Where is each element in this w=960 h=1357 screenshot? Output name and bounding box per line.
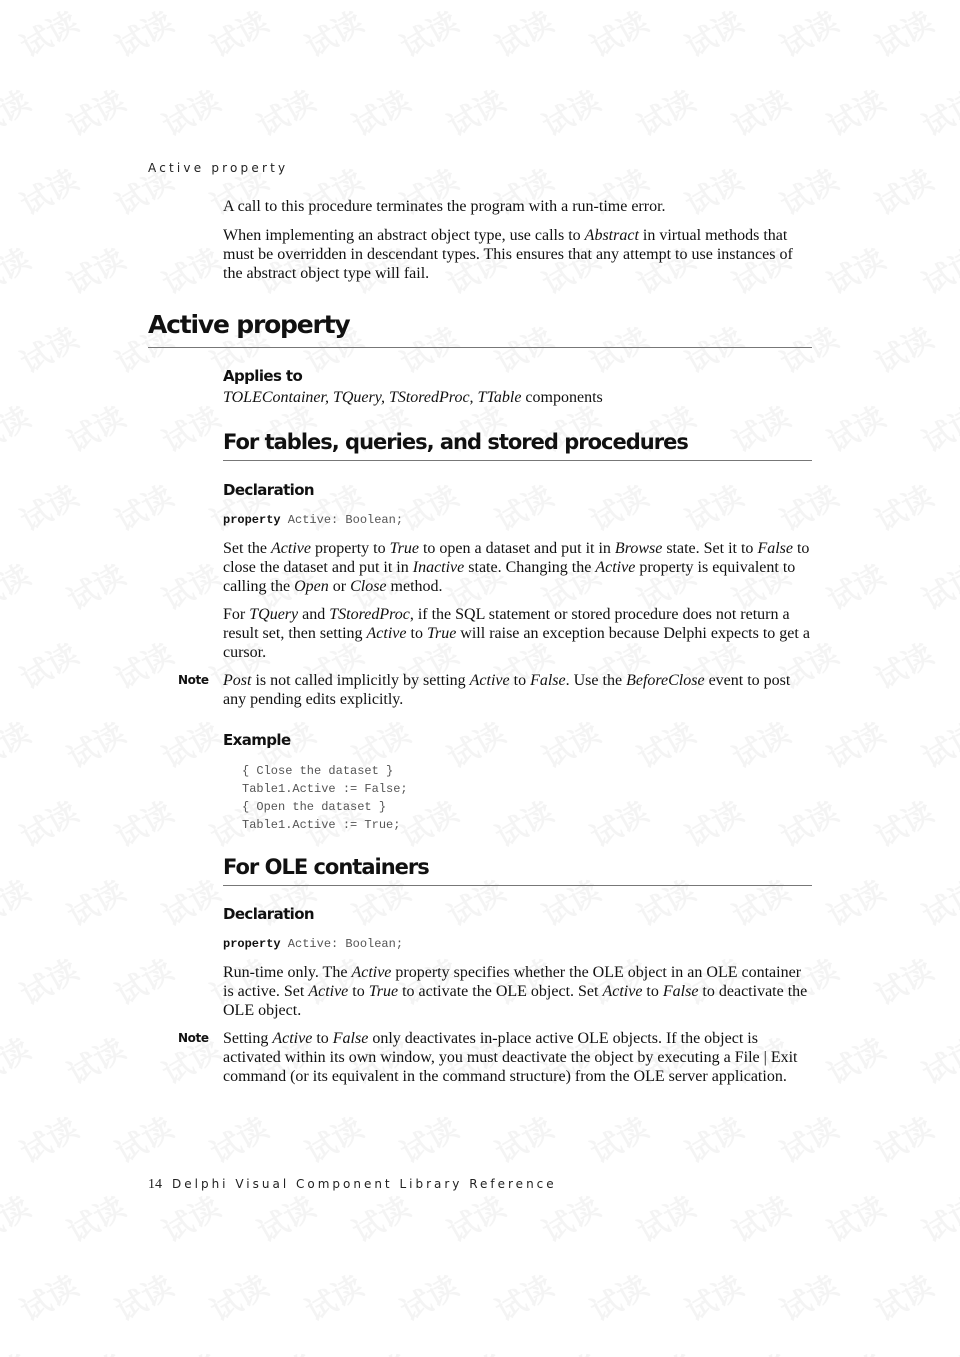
watermark-text <box>818 709 892 777</box>
watermark-text <box>391 0 465 66</box>
italic-term: Abstract <box>584 227 639 244</box>
watermark-text <box>486 0 560 66</box>
watermark-text <box>818 551 892 619</box>
book-title: Delphi Visual Component Library Reference <box>172 1177 557 1191</box>
watermark-text <box>913 1025 960 1093</box>
text-run: to deactivate the OLE object. <box>223 983 808 1019</box>
italic-term: TQuery <box>249 606 299 623</box>
tables-paragraph-2 <box>223 605 813 662</box>
text-run: When implementing an abstract object type, use calls to <box>223 227 585 244</box>
watermark-text <box>11 1104 85 1172</box>
watermark-text <box>58 1341 132 1357</box>
watermark-text <box>913 709 960 777</box>
watermark-text <box>581 1104 655 1172</box>
watermark-text <box>818 1025 892 1093</box>
text-run: only deactivates in-place active OLE objects. If the object is activated within its own window, you must deactivate the object by executing a File | Exit command (or its equivalent in the command structure) from the OLE server application. <box>223 1030 798 1085</box>
code-text: Active: Boolean; <box>280 937 404 951</box>
italic-term: Active <box>602 983 643 1000</box>
text-run: or <box>328 578 351 595</box>
watermark-text <box>296 0 370 66</box>
italic-term: Active <box>308 983 349 1000</box>
italic-term: Active <box>351 964 392 981</box>
watermark-text <box>58 709 132 777</box>
intro-paragraph-2 <box>223 226 813 283</box>
italic-term: Active <box>366 625 407 642</box>
text-run: components <box>521 389 603 406</box>
subsection-heading-ole: For OLE containers <box>223 855 812 886</box>
watermark-text <box>58 393 132 461</box>
watermark-text <box>201 1104 275 1172</box>
code-keyword: property <box>223 513 281 527</box>
watermark-text <box>866 946 940 1014</box>
watermark-text <box>106 946 180 1014</box>
example-code-block <box>242 762 408 834</box>
watermark-text <box>533 1183 607 1251</box>
watermark-text <box>0 1341 37 1357</box>
watermark-text <box>153 393 227 461</box>
code-text: Active: Boolean; <box>280 513 404 527</box>
text-run: to close the dataset and put it in <box>223 540 810 576</box>
italic-term: False <box>530 672 566 689</box>
watermark-text <box>248 1341 322 1357</box>
watermark-text <box>106 630 180 698</box>
note-label-tables: Note <box>178 673 209 687</box>
text-run: property specifies whether the OLE object in an OLE container is active. Set <box>223 964 802 1000</box>
applies-to-label: Applies to <box>223 367 303 385</box>
italic-term: BeforeClose <box>626 672 705 689</box>
example-label: Example <box>223 731 291 749</box>
watermark-text <box>343 1341 417 1357</box>
watermark-text <box>771 0 845 66</box>
text-run: Set the <box>223 540 271 557</box>
watermark-text <box>248 77 322 145</box>
text-run: and <box>298 606 330 623</box>
text-run: to open a dataset and put it in <box>418 540 615 557</box>
watermark-text <box>11 1262 85 1330</box>
italic-term: Active <box>272 1030 313 1047</box>
watermark-text <box>391 1262 465 1330</box>
watermark-text <box>0 1025 37 1093</box>
declaration-label-ole: Declaration <box>223 905 314 923</box>
watermark-text <box>533 709 607 777</box>
watermark-text <box>438 709 512 777</box>
watermark-text <box>771 1262 845 1330</box>
text-run: Run-time only. The <box>223 964 352 981</box>
watermark-text <box>438 77 512 145</box>
applies-to-components: TOLEContainer, TQuery, TStoredProc, TTable <box>223 389 522 406</box>
text-run: state. Set it to <box>662 540 758 557</box>
text-run: to <box>642 983 663 1000</box>
note-text-tables <box>223 671 813 709</box>
applies-to-list <box>223 388 813 407</box>
watermark-text <box>391 472 465 540</box>
watermark-text <box>11 788 85 856</box>
watermark-text <box>581 1262 655 1330</box>
watermark-text <box>818 867 892 935</box>
declaration-code-ole <box>223 935 403 953</box>
watermark-text <box>866 156 940 224</box>
intro-paragraph-1 <box>223 197 813 216</box>
text-run: is not called implicitly by setting <box>251 672 470 689</box>
watermark-text <box>296 1262 370 1330</box>
watermark-text <box>153 709 227 777</box>
watermark-text <box>771 788 845 856</box>
note-label-ole: Note <box>178 1031 209 1045</box>
watermark-text <box>106 472 180 540</box>
watermark-text <box>533 1341 607 1357</box>
watermark-text <box>58 1183 132 1251</box>
watermark-text <box>153 551 227 619</box>
code-line: { Open the dataset } <box>242 800 387 814</box>
code-keyword: property <box>223 937 281 951</box>
text-run: event to post any pending edits explicitly. <box>223 672 791 708</box>
code-line: Table1.Active := True; <box>242 818 401 832</box>
watermark-text <box>0 393 37 461</box>
watermark-text <box>11 314 85 382</box>
watermark-text <box>866 1104 940 1172</box>
tables-paragraph-1 <box>223 539 813 596</box>
watermark-text <box>106 1104 180 1172</box>
text-run: . Use the <box>565 672 627 689</box>
italic-term: False <box>662 983 699 1000</box>
watermark-text <box>771 472 845 540</box>
watermark-text <box>153 1341 227 1357</box>
watermark-text <box>153 867 227 935</box>
section-title: Active property <box>148 310 812 348</box>
italic-term: Active <box>469 672 510 689</box>
watermark-text <box>343 1183 417 1251</box>
watermark-text <box>771 1104 845 1172</box>
watermark-text <box>248 1183 322 1251</box>
watermark-text <box>106 0 180 66</box>
watermark-text <box>676 0 750 66</box>
watermark-text <box>11 472 85 540</box>
text-run: to <box>348 983 369 1000</box>
watermark-text <box>106 788 180 856</box>
watermark-text <box>676 1262 750 1330</box>
code-line: Table1.Active := False; <box>242 782 408 796</box>
watermark-text <box>201 0 275 66</box>
watermark-text <box>628 1183 702 1251</box>
running-head: Active property <box>148 161 289 175</box>
italic-term: True <box>368 983 399 1000</box>
italic-term: Inactive <box>412 559 465 576</box>
watermark-text <box>11 156 85 224</box>
text-run: Setting <box>223 1030 273 1047</box>
watermark-text <box>438 1183 512 1251</box>
note-text-ole <box>223 1029 813 1086</box>
code-line: { Close the dataset } <box>242 764 394 778</box>
text-run: to <box>406 625 427 642</box>
watermark-text <box>0 551 37 619</box>
watermark-text <box>58 867 132 935</box>
text-run: state. Changing the <box>464 559 596 576</box>
page-footer <box>148 1177 557 1193</box>
watermark-text <box>11 630 85 698</box>
text-run: in virtual methods that must be overridden in descendant types. This ensures that any attempt to use instances of the abstract object type will fail. <box>223 227 793 282</box>
text-run: , if the SQL statement or stored procedure does not return a result set, then setting <box>223 606 790 642</box>
watermark-text <box>723 709 797 777</box>
watermark-text <box>723 77 797 145</box>
intro-text-1: A call to this procedure terminates the program with a run-time error. <box>223 198 666 215</box>
page-number: 14 <box>148 1177 162 1192</box>
watermark-text <box>153 235 227 303</box>
italic-term: Active <box>595 559 636 576</box>
text-run: property is equivalent to calling the <box>223 559 796 595</box>
watermark-text <box>201 1262 275 1330</box>
watermark-text <box>818 393 892 461</box>
watermark-text <box>391 1104 465 1172</box>
watermark-text <box>818 1183 892 1251</box>
declaration-code-tables <box>223 511 403 529</box>
watermark-text <box>628 709 702 777</box>
ole-paragraph-1 <box>223 963 813 1020</box>
watermark-text <box>581 0 655 66</box>
watermark-text <box>676 788 750 856</box>
watermark-text <box>0 709 37 777</box>
italic-term: Post <box>223 672 252 689</box>
watermark-text <box>913 551 960 619</box>
watermark-text <box>676 1104 750 1172</box>
italic-term: Open <box>294 578 329 595</box>
watermark-text <box>438 1341 512 1357</box>
watermark-text <box>0 235 37 303</box>
watermark-text <box>0 867 37 935</box>
italic-term: True <box>389 540 419 557</box>
watermark-text <box>913 1183 960 1251</box>
watermark-text <box>581 472 655 540</box>
italic-term: False <box>757 540 793 557</box>
watermark-text <box>486 788 560 856</box>
watermark-text <box>153 1183 227 1251</box>
text-run: to <box>312 1030 333 1047</box>
watermark-text <box>0 1183 37 1251</box>
watermark-text <box>0 77 37 145</box>
watermark-text <box>913 393 960 461</box>
watermark-text <box>913 1341 960 1357</box>
watermark-text <box>866 630 940 698</box>
text-run: will raise an exception because Delphi expects to get a cursor. <box>223 625 810 661</box>
text-run: For <box>223 606 250 623</box>
watermark-text <box>628 1341 702 1357</box>
text-run: property to <box>310 540 390 557</box>
watermark-text <box>913 235 960 303</box>
italic-term: False <box>332 1030 369 1047</box>
watermark-text <box>486 472 560 540</box>
watermark-text <box>723 1341 797 1357</box>
text-run: to activate the OLE object. Set <box>398 983 603 1000</box>
watermark-text <box>818 77 892 145</box>
watermark-text <box>866 314 940 382</box>
subsection-heading-tables: For tables, queries, and stored procedures <box>223 430 812 461</box>
watermark-text <box>343 77 417 145</box>
watermark-text <box>723 1183 797 1251</box>
watermark-text <box>296 1104 370 1172</box>
watermark-text <box>866 472 940 540</box>
declaration-label-tables: Declaration <box>223 481 314 499</box>
watermark-text <box>581 788 655 856</box>
watermark-text <box>913 77 960 145</box>
watermark-text <box>676 472 750 540</box>
watermark-text <box>533 77 607 145</box>
watermark-text <box>866 0 940 66</box>
watermark-text <box>486 1104 560 1172</box>
watermark-text <box>58 77 132 145</box>
watermark-text <box>866 1262 940 1330</box>
italic-term: Active <box>271 540 311 557</box>
watermark-text <box>153 77 227 145</box>
watermark-text <box>866 788 940 856</box>
italic-term: True <box>426 625 457 642</box>
watermark-text <box>11 946 85 1014</box>
watermark-text <box>628 77 702 145</box>
text-run: method. <box>386 578 443 595</box>
watermark-text <box>106 1262 180 1330</box>
watermark-text <box>486 1262 560 1330</box>
italic-term: TStoredProc <box>329 606 410 623</box>
watermark-text <box>58 235 132 303</box>
watermark-text <box>58 1025 132 1093</box>
watermark-text <box>11 0 85 66</box>
watermark-text <box>818 1341 892 1357</box>
italic-term: Browse <box>614 540 663 557</box>
watermark-text <box>58 551 132 619</box>
text-run: to <box>509 672 531 689</box>
watermark-text <box>913 867 960 935</box>
italic-term: Close <box>350 578 387 595</box>
watermark-text <box>818 235 892 303</box>
